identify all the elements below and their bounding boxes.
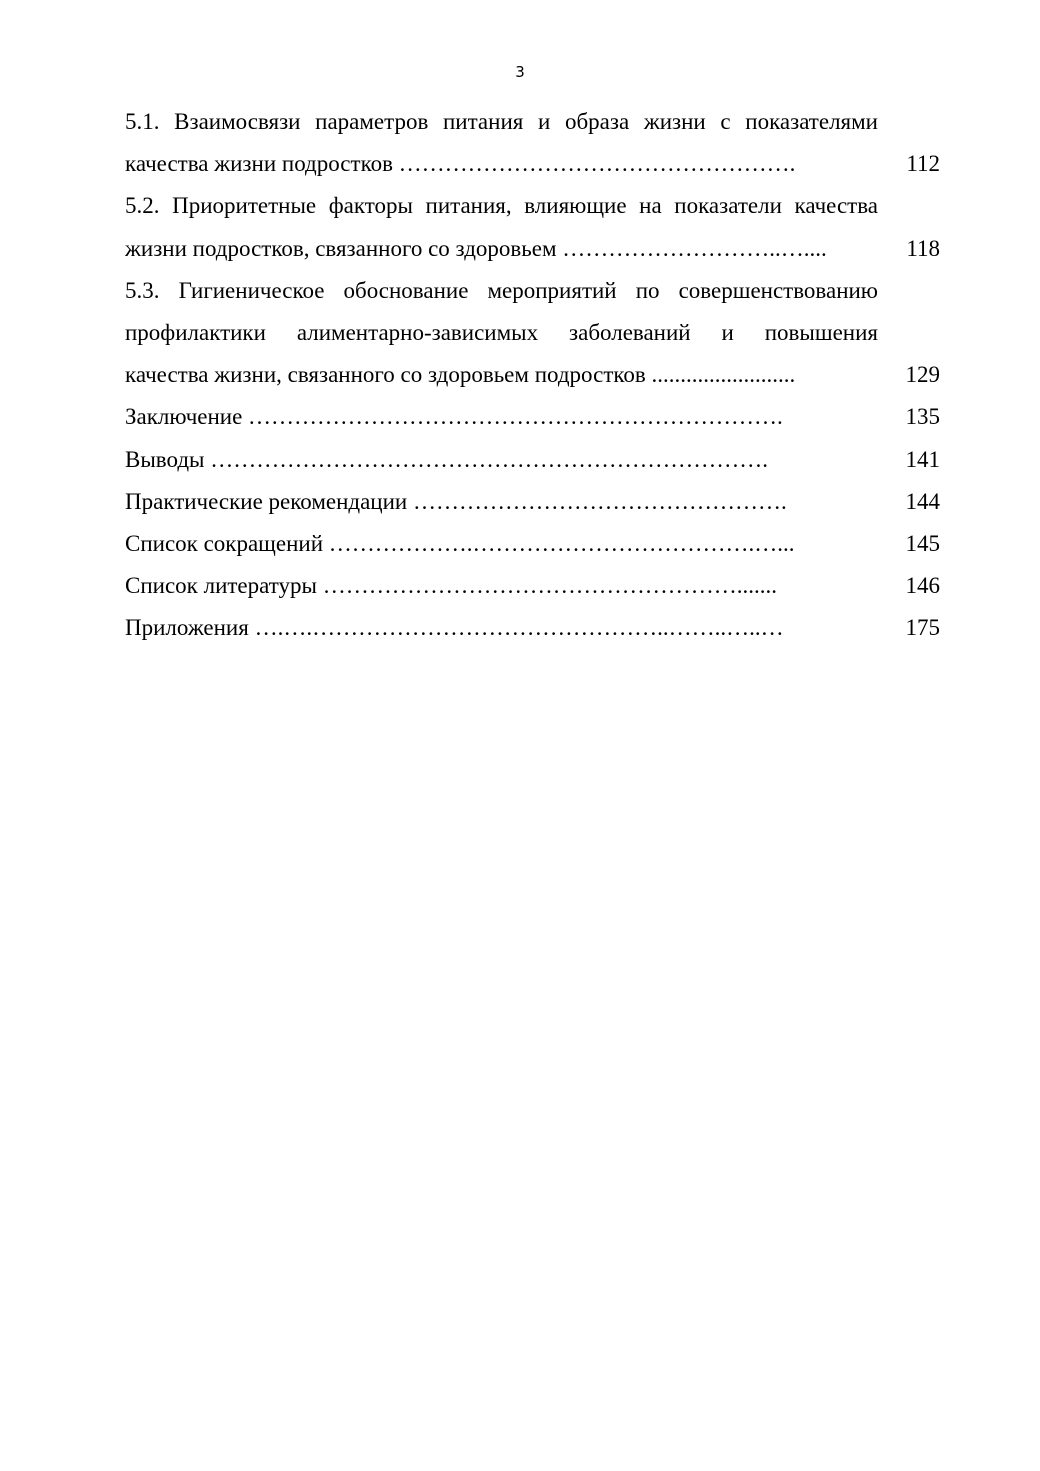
- toc-entry-page: 145: [905, 531, 940, 557]
- toc-entry-recommendations: [125, 481, 940, 523]
- toc-entry-appendices: [125, 607, 940, 649]
- toc-entry-line: качества жизни, связанного со здоровьем подростков .........................: [125, 362, 796, 388]
- toc-entry-line: Практические рекомендации ………………………………………….: [125, 488, 787, 514]
- toc-entry-conclusion: [125, 396, 940, 438]
- toc-entry-page: 118: [906, 235, 940, 261]
- toc-entry-line: Приложения ….….………………………………………..……..…..…: [125, 615, 784, 641]
- toc-entry-line: Заключение …………………………………………………………….: [125, 404, 783, 430]
- toc-entry-title: [125, 101, 878, 185]
- toc-entry-title: [125, 481, 878, 523]
- toc-entry-title: [125, 565, 878, 607]
- toc-entry-page: 146: [905, 573, 940, 599]
- table-of-contents: [125, 101, 940, 650]
- toc-entry-title: [125, 185, 878, 269]
- toc-entry-title: [125, 523, 878, 565]
- toc-entry-5-2: [125, 185, 940, 269]
- toc-entry-title: [125, 396, 878, 438]
- toc-entry-references: [125, 565, 940, 607]
- toc-entry-5-3: [125, 270, 940, 397]
- toc-entry-title: [125, 607, 878, 649]
- toc-entry-5-1: [125, 101, 940, 185]
- toc-entry-line: 5.1. Взаимосвязи параметров питания и образа жизни с показателями: [125, 109, 878, 134]
- toc-entry-page: 144: [905, 488, 940, 514]
- toc-entry-findings: [125, 439, 940, 481]
- toc-entry-page: 129: [905, 362, 940, 388]
- toc-entry-line: качества жизни подростков …………………………………………….: [125, 151, 796, 177]
- toc-entry-page: 175: [905, 615, 940, 641]
- toc-entry-page: 135: [905, 404, 940, 430]
- toc-entry-line: Выводы ……………………………………………………………….: [125, 446, 768, 472]
- toc-entry-page: 112: [906, 151, 940, 177]
- toc-entry-line: Список сокращений ……………….……………………………….…...: [125, 531, 795, 557]
- toc-entry-line: профилактики алиментарно-зависимых заболеваний и повышения: [125, 320, 878, 346]
- toc-entry-line: Список литературы ……………………………………………….......: [125, 573, 777, 599]
- toc-entry-title: [125, 439, 878, 481]
- page-number: 3: [515, 63, 525, 81]
- toc-entry-line: жизни подростков, связанного со здоровьем ………………………..…....: [125, 235, 827, 261]
- toc-entry-title: [125, 270, 878, 397]
- toc-entry-line: 5.3. Гигиеническое обоснование мероприятий по совершенствованию: [125, 277, 878, 303]
- toc-entry-page: 141: [905, 446, 940, 472]
- toc-entry-line: 5.2. Приоритетные факторы питания, влияющие на показатели качества: [125, 193, 878, 219]
- toc-entry-abbreviations: [125, 523, 940, 565]
